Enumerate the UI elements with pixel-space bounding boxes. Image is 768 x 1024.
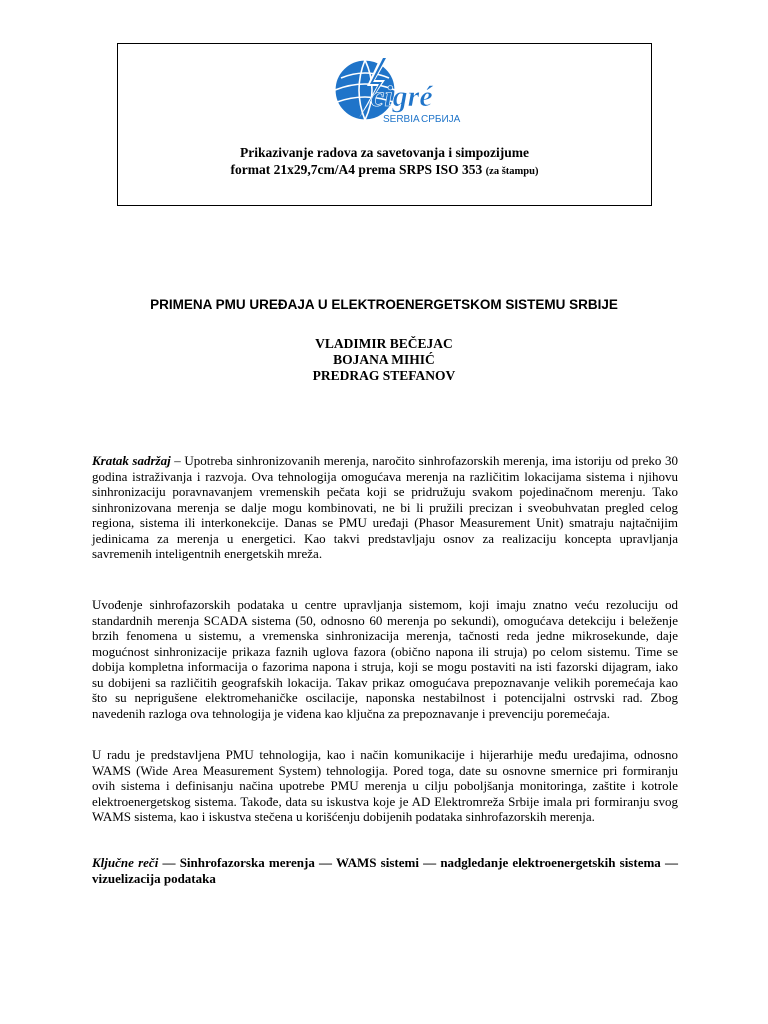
author-2: BOJANA MIHIĆ <box>333 352 435 367</box>
abstract-paragraph-3: U radu je predstavljena PMU tehnologija, kao i način komunikacije i hijerarhije među uređajima, odnosno WAMS (Wide Area Measurement System) tehnologija. Pored toga, date su osnovne smernice pri formiranju ovih sistema i definisanju načina upotrebe PMU merenja u cilju poboljšanja monitoringa, zaštite i kotrole elektroenergetskog sistema. Takođe, data su iskustva koje je AD Elektromreža Srbije imala pri formiranju svog WAMS sistema, kao i iskustva stečena u korišćenju dobijenih podataka sinhrofazorskih merenja. <box>92 747 678 824</box>
logo-subtitle-right: СРБИЈА <box>421 114 461 125</box>
header-box <box>117 43 652 206</box>
header-line-1: Prikazivanje radova za savetovanja i simpozijume <box>239 145 530 160</box>
abstract-paragraph-2: Uvođenje sinhrofazorskih podataka u centre upravljanja sistemom, koji imaju znatno veću rezoluciju od standardnih merenja SCADA sistema (50, odnosno 60 merenja po sekundi), omogućava detekciju i beleženje brzih fenomena u sistemu, a vremenska sinhronizacija merenja, tačnosti reda jedne mikrosekunde, daje mogućnost sinhronizacije prikaza faznih uglova fazora (obično napona ili struja) po celom sistemu. Time se dobija kompletna informacija o fazorima napona i struja, koji se mogu postaviti na isti fazorski dijagram, iako su dobijeni sa različitih geografskih lokacija. Takav prikaz omogućava prepoznavanje velikih poremećaja kao što su neprigušene elektromehaničke oscilacije, naponska nestabilnost i potencijalni ostrvski rad. Zbog navedenih razloga ova tehnologija je viđena kao ključna za prepoznavanje i prevenciju poremećaja. <box>92 597 678 721</box>
author-list <box>0 336 768 384</box>
cigre-logo-icon <box>323 56 461 136</box>
abstract-paragraph-1 <box>92 453 678 562</box>
abstract-separator: – <box>170 453 185 468</box>
abstract-p1-text: Upotreba sinhronizovanih merenja, naročito sinhrofazorskih merenja, ima istoriju od preko 30 godina istraživanja i razvoja. Ova tehnologija omogućava merenja na različitim lokacijama sistema i njihovu sinhronizaciju poravnavanjem vremenskih pečata koji se pridružuju svakom pojedinačnom merenju. Tako sinhronizovana merenja se dalje mogu kombinovati, ne bi li pružili precizan i sveobuhvatan pregled celog regiona, sistema ili interkonekcije. Danas se PMU uređaji (Phasor Measurement Unit) smatraju najtačnijim jedinicama za merenja u energetici. Kao takvi predstavljaju osnov za realizaciju koncepta upravljanja savremenih inteligentnih energetskih mreža. <box>92 453 678 561</box>
keywords-text: — Sinhrofazorska merenja — WAMS sistemi — nadgledanje elektroenergetskih sistema — vizuelizacija podataka <box>92 855 678 886</box>
header-line-2 <box>118 161 651 180</box>
keywords-lead: Ključne reči <box>92 855 159 870</box>
author-1: VLADIMIR BEČEJAC <box>315 336 453 351</box>
author-3: PREDRAG STEFANOV <box>312 368 456 383</box>
header-line-2-main: format 21x29,7cm/A4 prema SRPS ISO 353 <box>230 162 483 177</box>
keywords <box>92 855 678 886</box>
paper-title: PRIMENA PMU UREĐAJA U ELEKTROENERGETSKOM SISTEMU SRBIJE <box>150 297 618 312</box>
logo-wordmark: cigré <box>371 80 433 113</box>
abstract-lead: Kratak sadržaj <box>92 453 171 468</box>
header-text <box>118 144 651 180</box>
logo-subtitle-left: SERBIA <box>383 114 420 125</box>
header-line-2-small: (za štampu) <box>485 166 539 177</box>
